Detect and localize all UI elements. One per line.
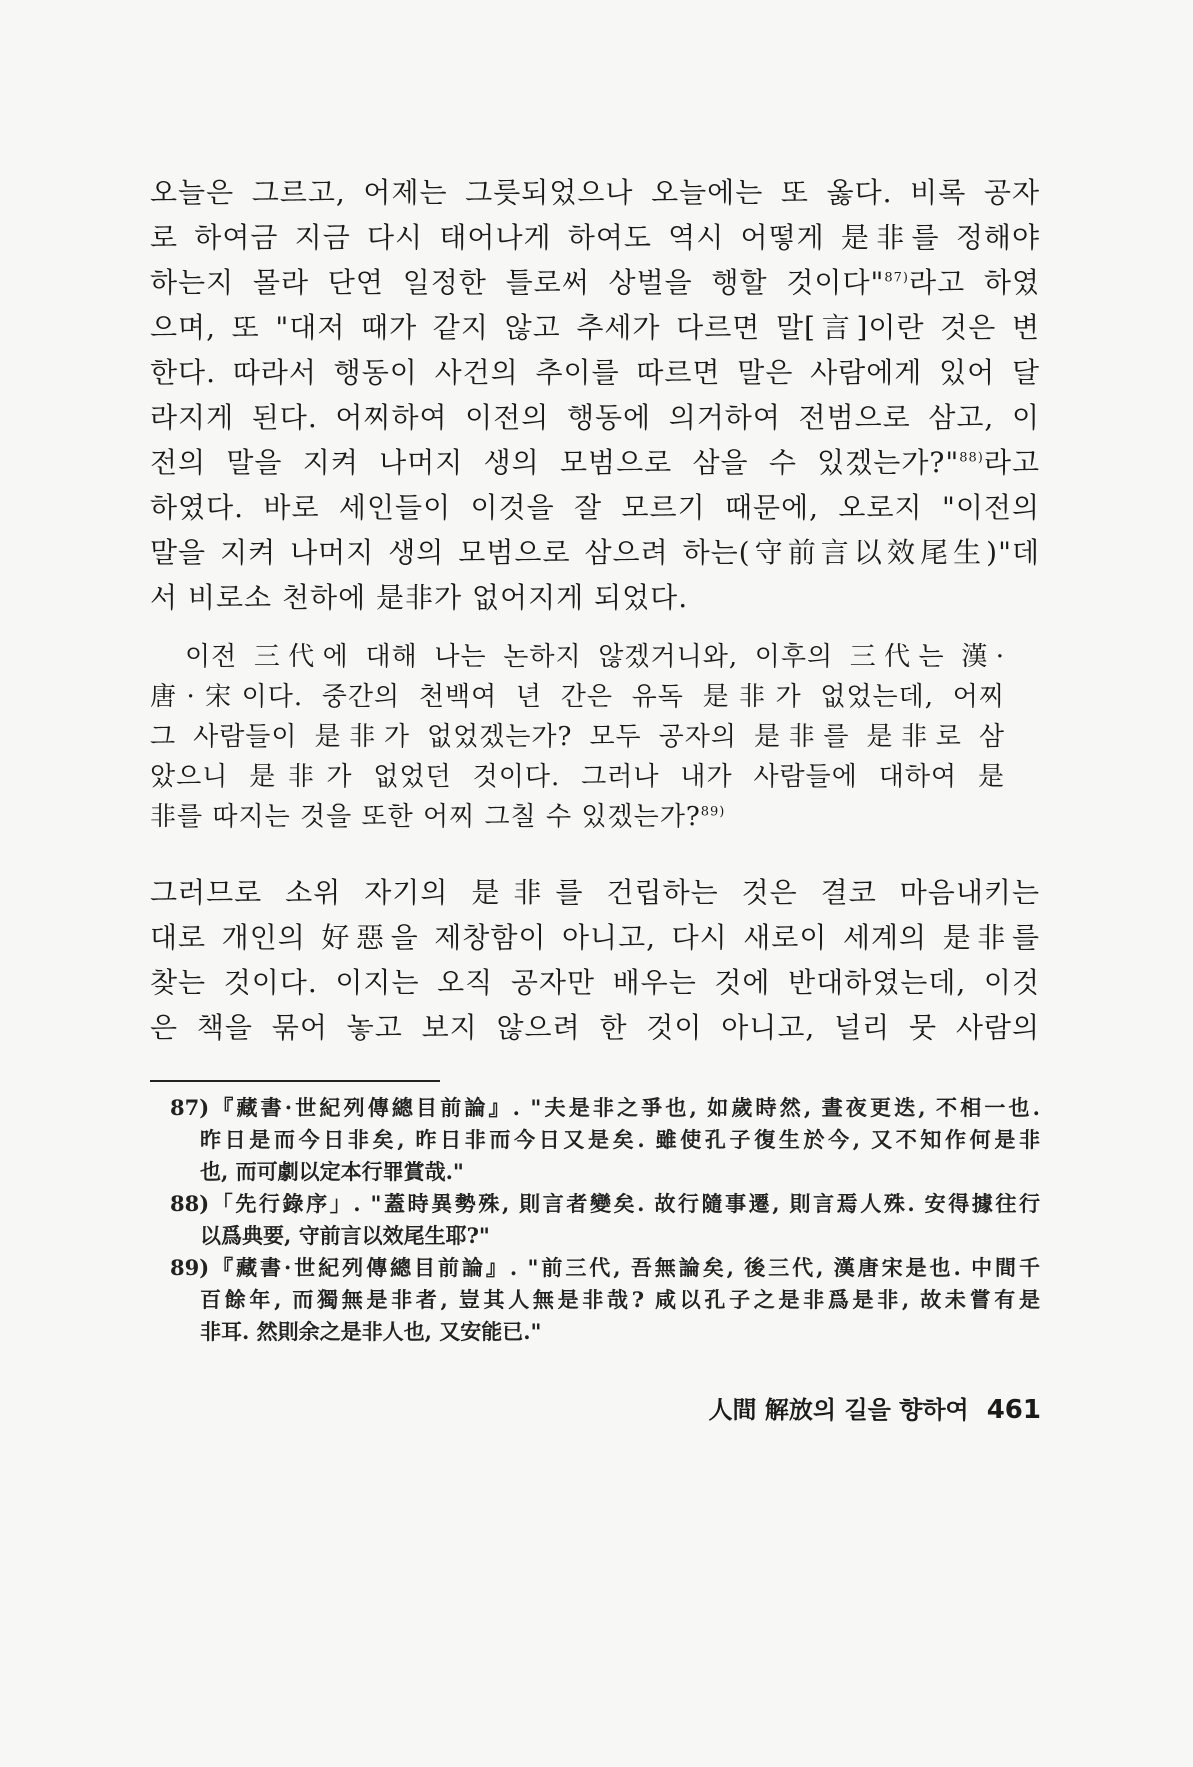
footnote-line: 88)「先行錄序」. "蓋時異勢殊, 則言者變矣. 故行隨事遷, 則言焉人殊. 安得據往行 [170,1191,1040,1216]
footnote-line: 89)『藏書·世紀列傳總目前論』. "前三代, 吾無論矣, 後三代, 漢唐宋是也. 中間千 [170,1255,1040,1280]
text-line: 으며, 또 "대저 때가 같지 않고 추세가 다르면 말[言]이란 것은 변 [150,311,1040,344]
footnote-ref-87: 87) [884,270,910,286]
text-line [150,265,1040,301]
quote-line: 이전 三代에 대해 나는 논하지 않겠거니와, 이후의 三代는 漢· [185,642,1005,672]
page-number: 461 [986,1395,1041,1425]
text-line: 그러므로 소위 자기의 是非를 건립하는 것은 결코 마음내키는 [150,876,1040,909]
footnote-line: 非耳. 然則余之是非人也, 又安能已." [200,1319,542,1344]
footnote-line: 昨日是而今日非矣, 昨日非而今日又是矣. 雖使孔子復生於今, 又不知作何是非 [200,1127,1040,1152]
footnote-ref-89: 89) [700,804,726,820]
text-line: 라지게 된다. 어찌하여 이전의 행동에 의거하여 전범으로 삼고, 이 [150,401,1040,434]
text-line: 로 하여금 지금 다시 태어나게 하여도 역시 어떻게 是非를 정해야 [150,221,1040,254]
text-line: 대로 개인의 好惡을 제창함이 아니고, 다시 새로이 세계의 是非를 [150,921,1040,954]
text-line: 은 책을 묶어 놓고 보지 않으려 한 것이 아니고, 널리 뭇 사람의 [150,1011,1040,1044]
text-segment: 전의 말을 지켜 나머지 생의 모범으로 삼을 수 있겠는가?" [150,446,960,479]
quote-line: 았으니 是非가 없었던 것이다. 그러나 내가 사람들에 대하여 是 [150,762,1005,792]
text-line: 하였다. 바로 세인들이 이것을 잘 모르기 때문에, 오로지 "이전의 [150,491,1040,524]
text-segment: 하는지 몰라 단연 일정한 틀로써 상벌을 행할 것이다" [150,266,885,299]
footnote-ref-88: 88) [959,450,984,466]
text-line: 말을 지켜 나머지 생의 모범으로 삼으려 하는(守前言以效尾生)"데 [150,536,1040,569]
footnote-line: 87)『藏書·世紀列傳總目前論』. "夫是非之爭也, 如歲時然, 晝夜更迭, 不相一也. [170,1095,1040,1120]
text-line: 서 비로소 천하에 是非가 없어지게 되었다. [150,581,689,614]
quote-line [150,800,725,834]
text-segment: 라고 [983,446,1040,479]
footnote-line: 以爲典要, 守前言以效尾生耶?" [200,1223,490,1248]
text-line: 오늘은 그르고, 어제는 그릇되었으나 오늘에는 또 옳다. 비록 공자 [150,176,1040,209]
quote-line: 唐·宋이다. 중간의 천백여 년 간은 유독 是非가 없었는데, 어찌 [150,682,1005,712]
text-segment: 라고 하였 [909,266,1040,299]
text-line [150,445,1040,481]
running-title: 人間 解放의 길을 향하여 [708,1396,969,1424]
quote-line: 그 사람들이 是非가 없었겠는가? 모두 공자의 是非를 是非로 삼 [150,722,1005,752]
text-line: 한다. 따라서 행동이 사건의 추이를 따르면 말은 사람에게 있어 달 [150,356,1040,389]
page-footer [709,1390,1041,1425]
footnote-line: 也, 而可劇以定本行罪賞哉." [200,1159,464,1184]
text-segment: 非를 따지는 것을 또한 어찌 그칠 수 있겠는가? [150,802,701,832]
footnote-divider [150,1080,440,1082]
text-line: 찾는 것이다. 이지는 오직 공자만 배우는 것에 반대하였는데, 이것 [150,966,1040,999]
footnote-line: 百餘年, 而獨無是非者, 豈其人無是非哉? 咸以孔子之是非爲是非, 故未嘗有是 [200,1287,1040,1312]
